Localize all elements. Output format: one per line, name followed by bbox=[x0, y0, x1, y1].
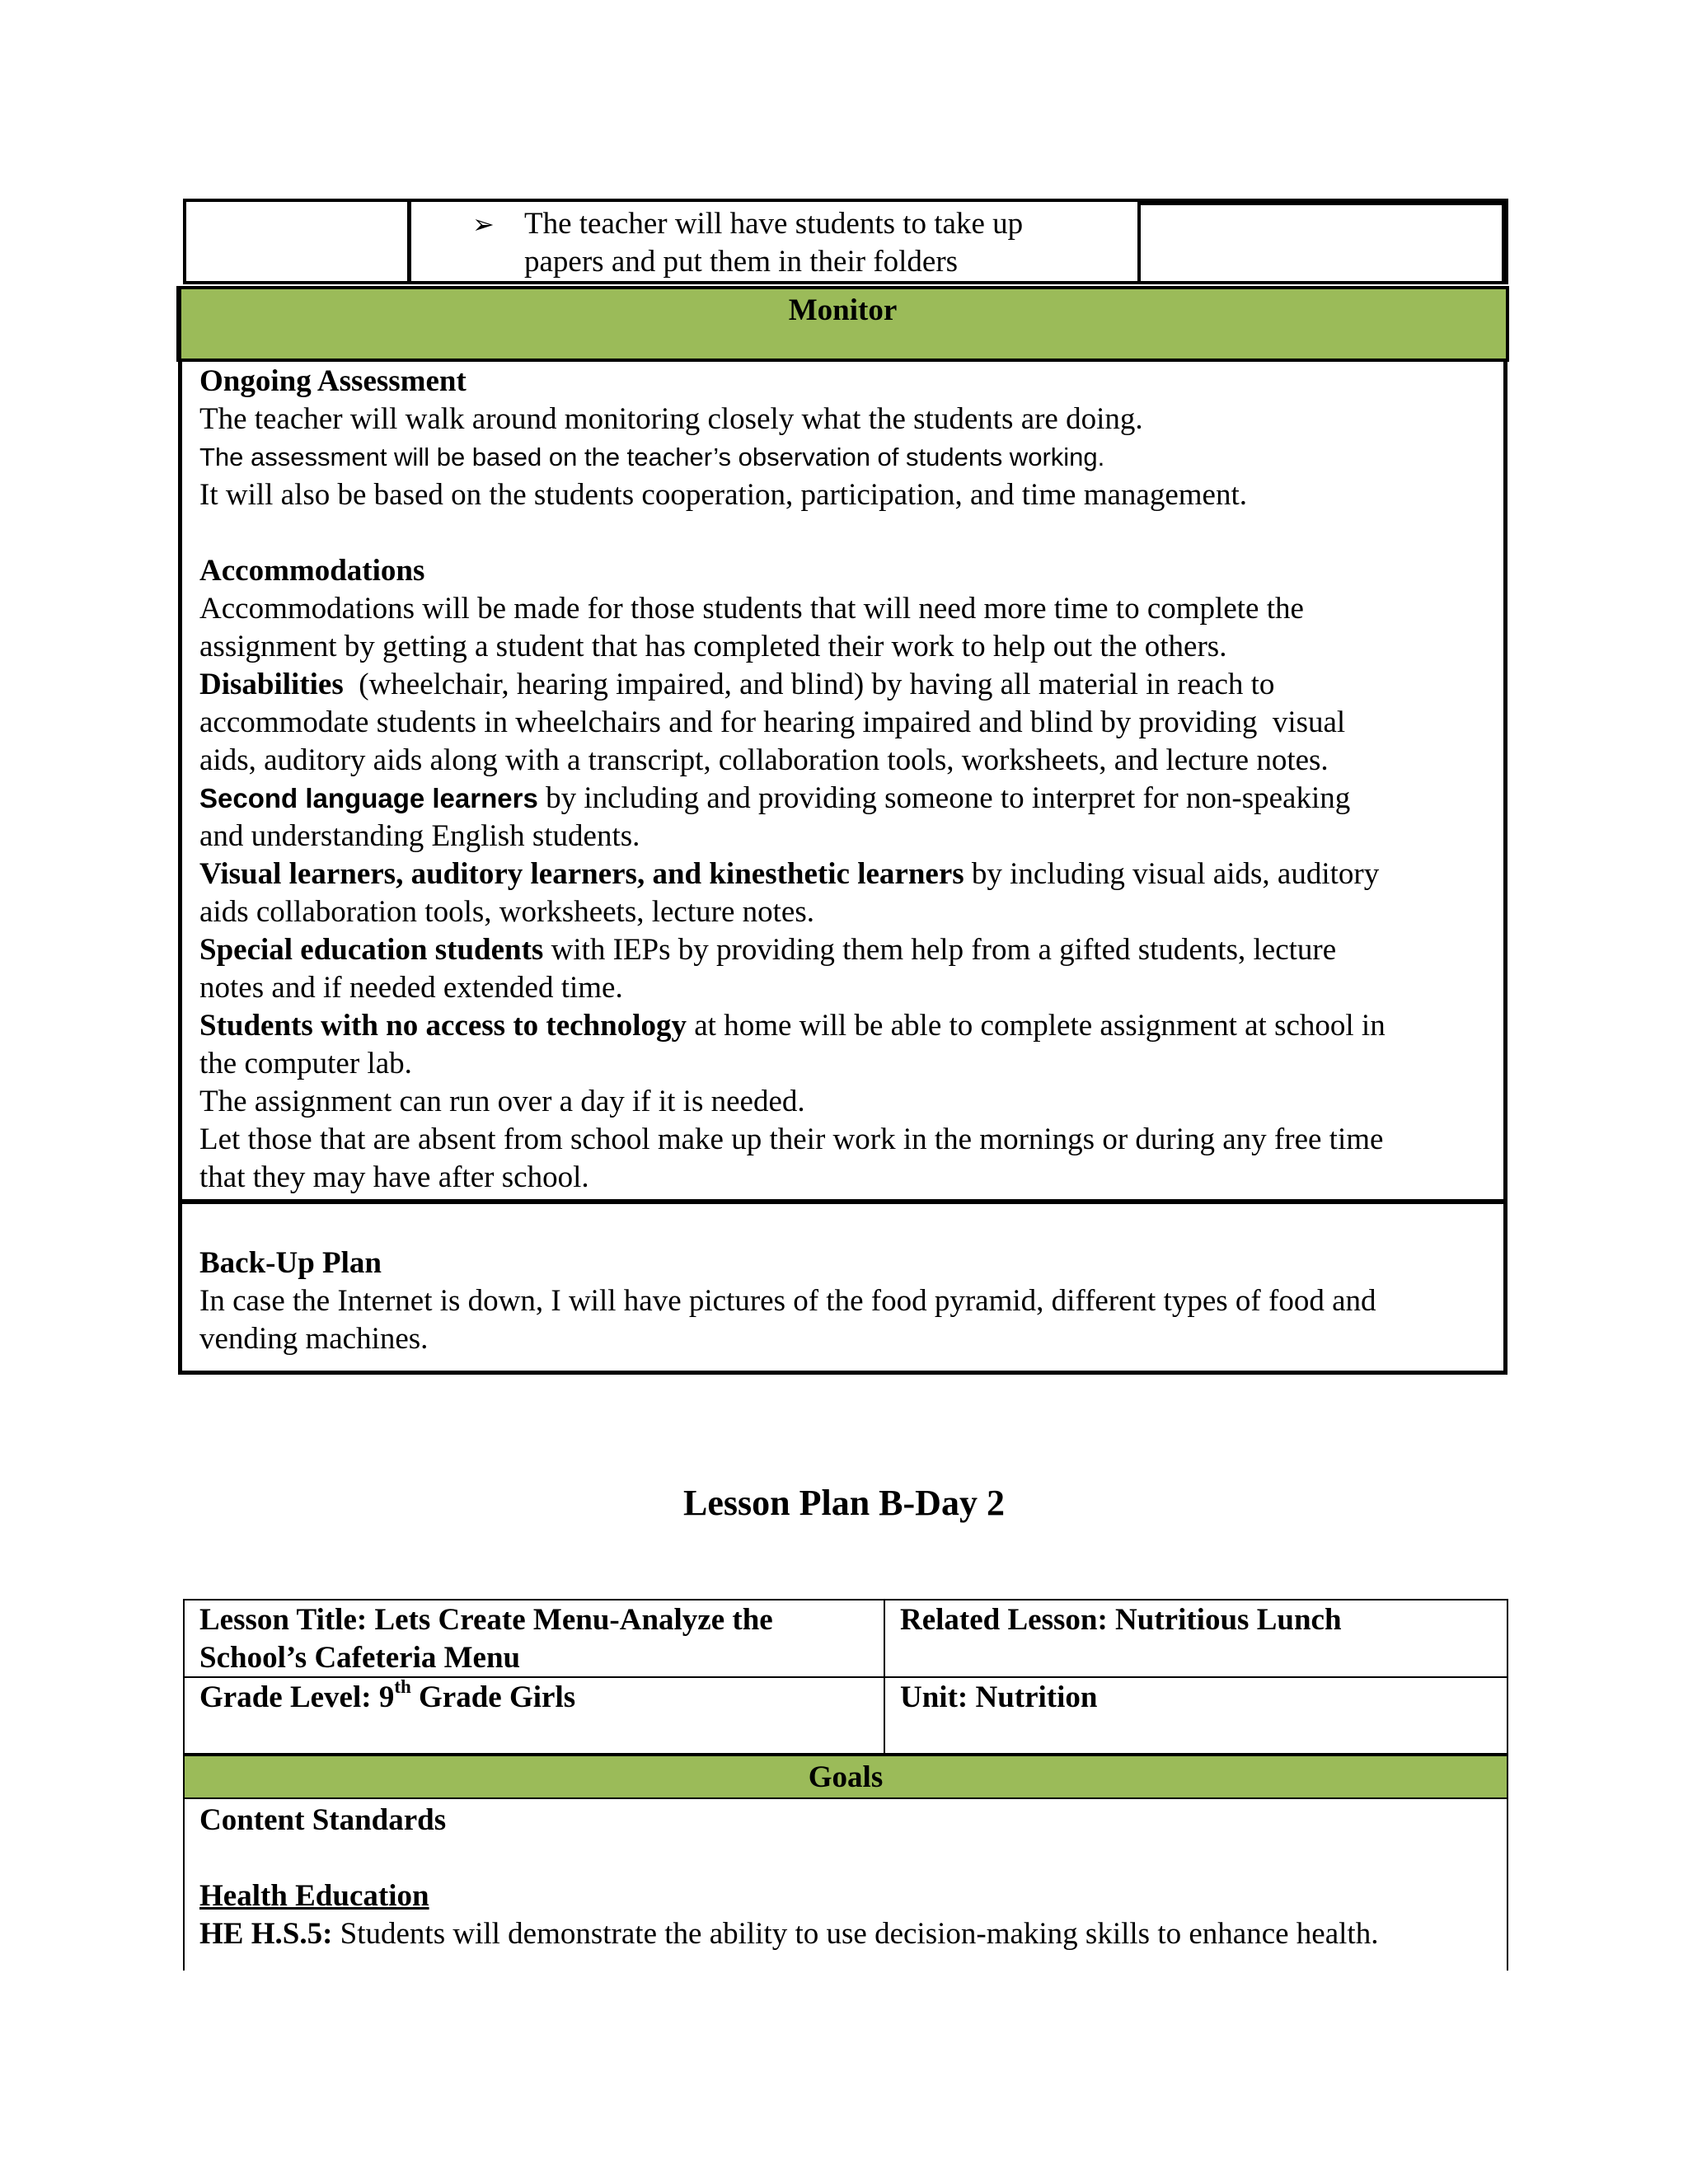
sll-line-1 bbox=[199, 780, 1493, 818]
disabilities-line-2: accommodate students in wheelchairs and for hearing impaired and blind by providing visual bbox=[199, 705, 1346, 739]
disabilities-line-3: aids, auditory aids along with a transcript, collaboration tools, worksheets, and lecture notes. bbox=[199, 743, 1329, 777]
disabilities-label: Disabilities bbox=[199, 668, 344, 701]
goals-header-title: Goals bbox=[808, 1760, 884, 1794]
sll-text-1: by including and providing someone to interpret for non-speaking bbox=[537, 781, 1351, 815]
top-row-bullet-text bbox=[524, 205, 1134, 281]
he-standard-text: Students will demonstrate the ability to use decision-making skills to enhance health. bbox=[332, 1917, 1379, 1951]
accom-line-1: Accommodations will be made for those students that will need more time to complete the bbox=[199, 592, 1304, 626]
tech-line-1 bbox=[199, 1007, 1493, 1045]
sll-line-2: and understanding English students. bbox=[199, 819, 640, 853]
top-row-left-cell bbox=[183, 199, 410, 284]
disabilities-text-1: (wheelchair, hearing impaired, and blind) by having all material in reach to bbox=[343, 668, 1275, 701]
backup-line-1: In case the Internet is down, I will have pictures of the food pyramid, different types of food and bbox=[199, 1284, 1376, 1318]
absent-line-2: that they may have after school. bbox=[199, 1160, 589, 1194]
lesson-title-text bbox=[199, 1601, 875, 1677]
ongoing-line-2: The assessment will be based on the teacher’s observation of students working. bbox=[199, 443, 1105, 471]
grade-level-sup: th bbox=[394, 1675, 411, 1697]
backup-line-2: vending machines. bbox=[199, 1322, 429, 1356]
sll-label: Second language learners bbox=[199, 783, 538, 813]
disabilities-line-1 bbox=[199, 666, 1493, 704]
lesson-plan-heading: Lesson Plan B-Day 2 bbox=[683, 1483, 1005, 1523]
content-standards-title: Content Standards bbox=[199, 1803, 447, 1837]
tech-text-1: at home will be able to complete assignment at school in bbox=[687, 1009, 1386, 1043]
monitor-header-title: Monitor bbox=[788, 293, 898, 327]
absent-line-1: Let those that are absent from school make up their work in the mornings or during any free time bbox=[199, 1122, 1384, 1156]
monitor-body-content bbox=[199, 363, 1493, 1197]
he-standard-line bbox=[199, 1915, 1502, 1953]
sped-line-1 bbox=[199, 931, 1493, 969]
he-standard-label: HE H.S.5: bbox=[199, 1917, 333, 1951]
sped-line-2: notes and if needed extended time. bbox=[199, 971, 623, 1005]
visual-text-1: by including visual aids, auditory bbox=[964, 857, 1380, 891]
visual-line-2: aids collaboration tools, worksheets, lecture notes. bbox=[199, 895, 814, 929]
bullet-arrow-icon: ➢ bbox=[472, 209, 495, 240]
ongoing-line-1: The teacher will walk around monitoring closely what the students are doing. bbox=[199, 402, 1143, 436]
grade-level-prefix: Grade Level: 9 bbox=[199, 1680, 395, 1714]
backup-plan-content bbox=[199, 1244, 1493, 1358]
lesson-title-line-1: Lesson Title: Lets Create Menu-Analyze the bbox=[199, 1603, 773, 1637]
ongoing-line-3: It will also be based on the students cooperation, participation, and time management. bbox=[199, 478, 1248, 512]
tech-label: Students with no access to technology bbox=[199, 1009, 687, 1043]
run-over-line: The assignment can run over a day if it is needed. bbox=[199, 1085, 805, 1118]
top-row-right-border-outer bbox=[1137, 199, 1508, 284]
visual-line-1 bbox=[199, 855, 1493, 893]
grade-level-text bbox=[199, 1675, 875, 1717]
goals-blank-line bbox=[199, 1840, 1502, 1877]
grade-level-suffix: Grade Girls bbox=[410, 1680, 576, 1714]
health-education-title: Health Education bbox=[199, 1879, 429, 1913]
sped-label: Special education students bbox=[199, 933, 544, 967]
visual-label: Visual learners, auditory learners, and kinesthetic learners bbox=[199, 857, 964, 891]
bullet-line-1: The teacher will have students to take up bbox=[524, 207, 1024, 241]
sped-text-1: with IEPs by providing them help from a gifted students, lecture bbox=[543, 933, 1337, 967]
unit-text: Unit: Nutrition bbox=[900, 1680, 1098, 1714]
accommodations-title: Accommodations bbox=[199, 554, 425, 588]
blank-line bbox=[199, 514, 1493, 552]
goals-content bbox=[199, 1802, 1502, 1953]
related-lesson-text: Related Lesson: Nutritious Lunch bbox=[900, 1603, 1342, 1637]
backup-plan-title: Back-Up Plan bbox=[199, 1246, 382, 1280]
accom-line-2: assignment by getting a student that has completed their work to help out the others. bbox=[199, 630, 1227, 663]
tech-line-2: the computer lab. bbox=[199, 1047, 412, 1080]
lesson-title-line-2: School’s Cafeteria Menu bbox=[199, 1641, 521, 1675]
ongoing-assessment-title: Ongoing Assessment bbox=[199, 364, 467, 398]
bullet-line-2: papers and put them in their folders bbox=[524, 245, 959, 279]
